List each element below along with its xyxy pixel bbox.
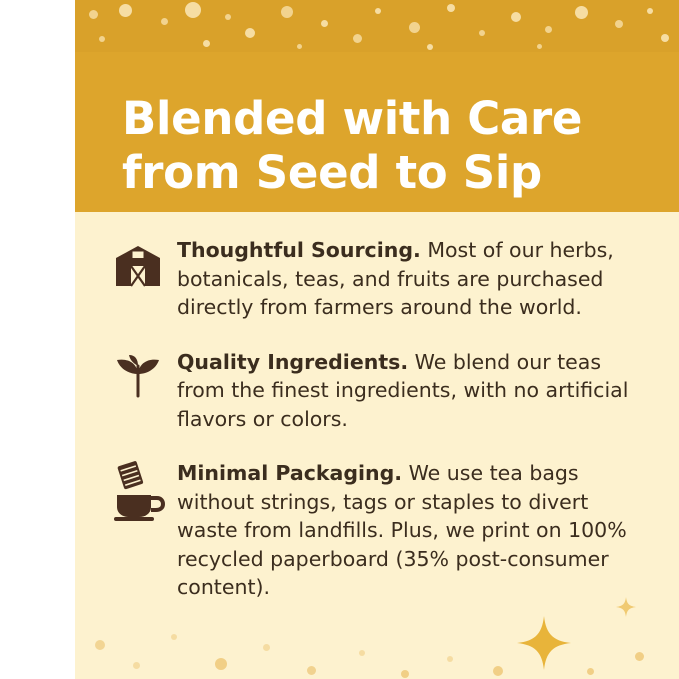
confetti-dot bbox=[647, 8, 653, 14]
confetti-dot bbox=[89, 10, 98, 19]
header-band bbox=[75, 0, 679, 212]
confetti-dot bbox=[99, 36, 105, 42]
confetti-dot bbox=[447, 656, 453, 662]
confetti-dot bbox=[161, 18, 168, 25]
confetti-dot bbox=[359, 650, 365, 656]
confetti-dot bbox=[171, 634, 177, 640]
sparkle-icon bbox=[615, 596, 637, 618]
confetti-dot bbox=[95, 640, 105, 650]
feature-text-ingredients bbox=[177, 348, 655, 434]
feature-title-sourcing: Thoughtful Sourcing. bbox=[177, 238, 421, 262]
confetti-dot bbox=[375, 8, 381, 14]
confetti-dot bbox=[493, 666, 503, 676]
leaf-icon bbox=[99, 348, 177, 422]
confetti-dot bbox=[615, 20, 623, 28]
confetti-dot bbox=[133, 662, 140, 669]
confetti-dot bbox=[281, 6, 293, 18]
confetti-dot bbox=[225, 14, 231, 20]
confetti-dot bbox=[635, 652, 644, 661]
confetti-dot bbox=[245, 28, 255, 38]
feature-text-packaging bbox=[177, 459, 655, 602]
sparkle-icon bbox=[515, 614, 573, 672]
confetti-dot bbox=[511, 12, 521, 22]
confetti-dot bbox=[321, 20, 328, 27]
feature-item-ingredients bbox=[75, 348, 679, 434]
confetti-dot bbox=[537, 44, 542, 49]
confetti-dot bbox=[307, 666, 316, 675]
confetti-dot bbox=[427, 44, 433, 50]
confetti-dot bbox=[297, 44, 302, 49]
confetti-dot bbox=[545, 26, 552, 33]
confetti-dot bbox=[447, 4, 455, 12]
info-card bbox=[75, 0, 679, 679]
feature-item-sourcing bbox=[75, 236, 679, 322]
confetti-dot bbox=[203, 40, 210, 47]
page-title-line-1: Blended with Care bbox=[122, 92, 583, 146]
feature-list bbox=[75, 236, 679, 628]
confetti-dot bbox=[353, 34, 362, 43]
page-title-line-2: from Seed to Sip bbox=[122, 146, 542, 200]
confetti-dot bbox=[409, 22, 420, 33]
confetti-dot bbox=[575, 6, 588, 19]
tea-bag-cup-icon bbox=[99, 459, 177, 533]
confetti-dot bbox=[479, 30, 485, 36]
feature-item-packaging bbox=[75, 459, 679, 602]
feature-title-packaging: Minimal Packaging. bbox=[177, 461, 403, 485]
feature-body-sourcing: Most of our herbs, botanicals, teas, and fruits are purchased directly from farmers around the world. bbox=[177, 238, 614, 319]
confetti-dot bbox=[119, 4, 132, 17]
confetti-dot bbox=[263, 644, 270, 651]
confetti-dot bbox=[215, 658, 227, 670]
confetti-dot bbox=[401, 670, 409, 678]
page-title bbox=[122, 92, 662, 200]
confetti-dot bbox=[587, 668, 594, 675]
barn-icon bbox=[99, 236, 177, 310]
feature-title-ingredients: Quality Ingredients. bbox=[177, 349, 409, 374]
feature-body-packaging: We use tea bags without strings, tags or staples to divert waste from landfills. Plus, we print on 100% recycled paperboard (35% post-consumer content). bbox=[177, 461, 627, 599]
confetti-dot bbox=[185, 2, 201, 18]
feature-text-sourcing bbox=[177, 236, 655, 322]
feature-body-ingredients: We blend our teas from the finest ingredients, with no artificial flavors or colors. bbox=[177, 349, 629, 431]
confetti-dot bbox=[661, 34, 669, 42]
